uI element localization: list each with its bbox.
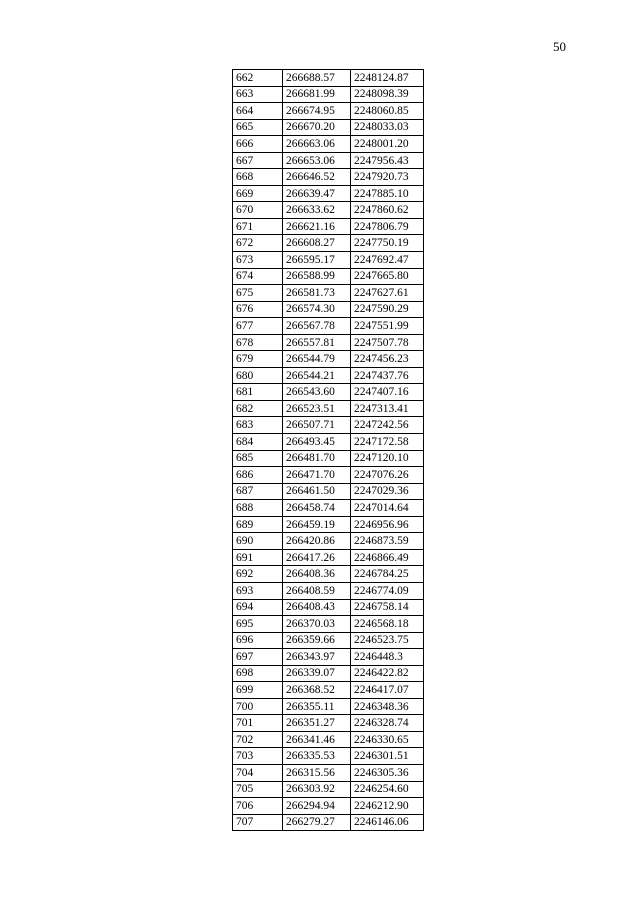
table-row — [233, 119, 424, 136]
table-row — [233, 616, 424, 633]
y-coordinate-cell: 2247692.47 — [351, 252, 424, 269]
y-coordinate-cell: 2248124.87 — [351, 70, 424, 87]
point-number-cell: 680 — [233, 367, 283, 384]
x-coordinate-cell: 266355.11 — [283, 698, 351, 715]
y-coordinate-cell: 2247172.58 — [351, 434, 424, 451]
y-coordinate-cell: 2247242.56 — [351, 417, 424, 434]
point-number-cell: 690 — [233, 533, 283, 550]
table-row — [233, 351, 424, 368]
y-coordinate-cell: 2246328.74 — [351, 715, 424, 732]
point-number-cell: 678 — [233, 334, 283, 351]
table-row — [233, 301, 424, 318]
point-number-cell: 669 — [233, 185, 283, 202]
point-number-cell: 705 — [233, 781, 283, 798]
x-coordinate-cell: 266681.99 — [283, 86, 351, 103]
y-coordinate-cell: 2247806.79 — [351, 218, 424, 235]
point-number-cell: 664 — [233, 103, 283, 120]
x-coordinate-cell: 266595.17 — [283, 252, 351, 269]
point-number-cell: 697 — [233, 649, 283, 666]
table-row — [233, 682, 424, 699]
x-coordinate-cell: 266420.86 — [283, 533, 351, 550]
y-coordinate-cell: 2246774.09 — [351, 582, 424, 599]
point-number-cell: 704 — [233, 764, 283, 781]
x-coordinate-cell: 266294.94 — [283, 798, 351, 815]
table-row — [233, 152, 424, 169]
x-coordinate-cell: 266339.07 — [283, 665, 351, 682]
point-number-cell: 672 — [233, 235, 283, 252]
point-number-cell: 684 — [233, 434, 283, 451]
table-row — [233, 384, 424, 401]
point-number-cell: 693 — [233, 582, 283, 599]
point-number-cell: 679 — [233, 351, 283, 368]
table-row — [233, 665, 424, 682]
table-row — [233, 649, 424, 666]
x-coordinate-cell: 266543.60 — [283, 384, 351, 401]
x-coordinate-cell: 266621.16 — [283, 218, 351, 235]
x-coordinate-cell: 266653.06 — [283, 152, 351, 169]
x-coordinate-cell: 266461.50 — [283, 483, 351, 500]
y-coordinate-cell: 2246523.75 — [351, 632, 424, 649]
x-coordinate-cell: 266567.78 — [283, 318, 351, 335]
point-number-cell: 687 — [233, 483, 283, 500]
table-row — [233, 202, 424, 219]
table-row — [233, 285, 424, 302]
y-coordinate-cell: 2246146.06 — [351, 814, 424, 831]
coordinates-table — [232, 69, 424, 831]
point-number-cell: 691 — [233, 549, 283, 566]
point-number-cell: 667 — [233, 152, 283, 169]
x-coordinate-cell: 266279.27 — [283, 814, 351, 831]
point-number-cell: 698 — [233, 665, 283, 682]
y-coordinate-cell: 2247076.26 — [351, 467, 424, 484]
x-coordinate-cell: 266343.97 — [283, 649, 351, 666]
y-coordinate-cell: 2247885.10 — [351, 185, 424, 202]
y-coordinate-cell: 2247437.76 — [351, 367, 424, 384]
point-number-cell: 686 — [233, 467, 283, 484]
y-coordinate-cell: 2246305.36 — [351, 764, 424, 781]
point-number-cell: 696 — [233, 632, 283, 649]
page-number: 50 — [553, 39, 566, 54]
point-number-cell: 695 — [233, 616, 283, 633]
table-row — [233, 516, 424, 533]
table-row — [233, 549, 424, 566]
y-coordinate-cell: 2246422.82 — [351, 665, 424, 682]
x-coordinate-cell: 266459.19 — [283, 516, 351, 533]
point-number-cell: 666 — [233, 136, 283, 153]
table-row — [233, 500, 424, 517]
x-coordinate-cell: 266359.66 — [283, 632, 351, 649]
point-number-cell: 701 — [233, 715, 283, 732]
table-row — [233, 483, 424, 500]
y-coordinate-cell: 2246568.18 — [351, 616, 424, 633]
table-row — [233, 632, 424, 649]
y-coordinate-cell: 2247313.41 — [351, 400, 424, 417]
x-coordinate-cell: 266481.70 — [283, 450, 351, 467]
y-coordinate-cell: 2246254.60 — [351, 781, 424, 798]
table-row — [233, 136, 424, 153]
table-row — [233, 748, 424, 765]
table-row — [233, 599, 424, 616]
x-coordinate-cell: 266674.95 — [283, 103, 351, 120]
point-number-cell: 694 — [233, 599, 283, 616]
y-coordinate-cell: 2248001.20 — [351, 136, 424, 153]
point-number-cell: 668 — [233, 169, 283, 186]
table-row — [233, 169, 424, 186]
point-number-cell: 662 — [233, 70, 283, 87]
point-number-cell: 663 — [233, 86, 283, 103]
y-coordinate-cell: 2246956.96 — [351, 516, 424, 533]
table-row — [233, 235, 424, 252]
point-number-cell: 673 — [233, 252, 283, 269]
point-number-cell: 676 — [233, 301, 283, 318]
table-row — [233, 764, 424, 781]
x-coordinate-cell: 266581.73 — [283, 285, 351, 302]
table-row — [233, 814, 424, 831]
x-coordinate-cell: 266351.27 — [283, 715, 351, 732]
table-row — [233, 533, 424, 550]
table-row — [233, 582, 424, 599]
y-coordinate-cell: 2247665.80 — [351, 268, 424, 285]
x-coordinate-cell: 266335.53 — [283, 748, 351, 765]
x-coordinate-cell: 266471.70 — [283, 467, 351, 484]
coordinates-table-body — [233, 70, 424, 831]
table-row — [233, 566, 424, 583]
table-row — [233, 268, 424, 285]
y-coordinate-cell: 2247956.43 — [351, 152, 424, 169]
y-coordinate-cell: 2247407.16 — [351, 384, 424, 401]
x-coordinate-cell: 266303.92 — [283, 781, 351, 798]
y-coordinate-cell: 2246348.36 — [351, 698, 424, 715]
table-row — [233, 417, 424, 434]
table-row — [233, 781, 424, 798]
x-coordinate-cell: 266523.51 — [283, 400, 351, 417]
x-coordinate-cell: 266633.62 — [283, 202, 351, 219]
table-row — [233, 434, 424, 451]
y-coordinate-cell: 2247860.62 — [351, 202, 424, 219]
x-coordinate-cell: 266544.21 — [283, 367, 351, 384]
table-row — [233, 252, 424, 269]
table-row — [233, 86, 424, 103]
point-number-cell: 685 — [233, 450, 283, 467]
y-coordinate-cell: 2246212.90 — [351, 798, 424, 815]
x-coordinate-cell: 266646.52 — [283, 169, 351, 186]
y-coordinate-cell: 2248033.03 — [351, 119, 424, 136]
y-coordinate-cell: 2247590.29 — [351, 301, 424, 318]
point-number-cell: 707 — [233, 814, 283, 831]
point-number-cell: 702 — [233, 731, 283, 748]
point-number-cell: 700 — [233, 698, 283, 715]
point-number-cell: 675 — [233, 285, 283, 302]
y-coordinate-cell: 2248098.39 — [351, 86, 424, 103]
point-number-cell: 670 — [233, 202, 283, 219]
x-coordinate-cell: 266370.03 — [283, 616, 351, 633]
table-row — [233, 185, 424, 202]
point-number-cell: 681 — [233, 384, 283, 401]
y-coordinate-cell: 2247507.78 — [351, 334, 424, 351]
y-coordinate-cell: 2246758.14 — [351, 599, 424, 616]
x-coordinate-cell: 266341.46 — [283, 731, 351, 748]
point-number-cell: 671 — [233, 218, 283, 235]
y-coordinate-cell: 2247627.61 — [351, 285, 424, 302]
x-coordinate-cell: 266544.79 — [283, 351, 351, 368]
table-row — [233, 698, 424, 715]
x-coordinate-cell: 266417.26 — [283, 549, 351, 566]
table-row — [233, 715, 424, 732]
x-coordinate-cell: 266588.99 — [283, 268, 351, 285]
x-coordinate-cell: 266688.57 — [283, 70, 351, 87]
table-row — [233, 798, 424, 815]
x-coordinate-cell: 266574.30 — [283, 301, 351, 318]
table-row — [233, 318, 424, 335]
y-coordinate-cell: 2246301.51 — [351, 748, 424, 765]
x-coordinate-cell: 266408.43 — [283, 599, 351, 616]
table-row — [233, 367, 424, 384]
table-row — [233, 103, 424, 120]
y-coordinate-cell: 2246784.25 — [351, 566, 424, 583]
y-coordinate-cell: 2247029.36 — [351, 483, 424, 500]
y-coordinate-cell: 2247551.99 — [351, 318, 424, 335]
point-number-cell: 688 — [233, 500, 283, 517]
table-row — [233, 70, 424, 87]
point-number-cell: 699 — [233, 682, 283, 699]
x-coordinate-cell: 266507.71 — [283, 417, 351, 434]
point-number-cell: 682 — [233, 400, 283, 417]
table-row — [233, 450, 424, 467]
x-coordinate-cell: 266458.74 — [283, 500, 351, 517]
point-number-cell: 665 — [233, 119, 283, 136]
y-coordinate-cell: 2247920.73 — [351, 169, 424, 186]
y-coordinate-cell: 2246866.49 — [351, 549, 424, 566]
point-number-cell: 689 — [233, 516, 283, 533]
point-number-cell: 674 — [233, 268, 283, 285]
y-coordinate-cell: 2247456.23 — [351, 351, 424, 368]
y-coordinate-cell: 2246448.3 — [351, 649, 424, 666]
y-coordinate-cell: 2247014.64 — [351, 500, 424, 517]
point-number-cell: 677 — [233, 318, 283, 335]
x-coordinate-cell: 266408.59 — [283, 582, 351, 599]
x-coordinate-cell: 266315.56 — [283, 764, 351, 781]
x-coordinate-cell: 266670.20 — [283, 119, 351, 136]
point-number-cell: 706 — [233, 798, 283, 815]
y-coordinate-cell: 2247120.10 — [351, 450, 424, 467]
point-number-cell: 692 — [233, 566, 283, 583]
x-coordinate-cell: 266493.45 — [283, 434, 351, 451]
point-number-cell: 683 — [233, 417, 283, 434]
y-coordinate-cell: 2248060.85 — [351, 103, 424, 120]
table-row — [233, 218, 424, 235]
point-number-cell: 703 — [233, 748, 283, 765]
y-coordinate-cell: 2246873.59 — [351, 533, 424, 550]
x-coordinate-cell: 266663.06 — [283, 136, 351, 153]
table-row — [233, 467, 424, 484]
x-coordinate-cell: 266368.52 — [283, 682, 351, 699]
x-coordinate-cell: 266557.81 — [283, 334, 351, 351]
x-coordinate-cell: 266608.27 — [283, 235, 351, 252]
y-coordinate-cell: 2247750.19 — [351, 235, 424, 252]
x-coordinate-cell: 266408.36 — [283, 566, 351, 583]
table-row — [233, 731, 424, 748]
x-coordinate-cell: 266639.47 — [283, 185, 351, 202]
y-coordinate-cell: 2246417.07 — [351, 682, 424, 699]
y-coordinate-cell: 2246330.65 — [351, 731, 424, 748]
table-row — [233, 400, 424, 417]
table-row — [233, 334, 424, 351]
